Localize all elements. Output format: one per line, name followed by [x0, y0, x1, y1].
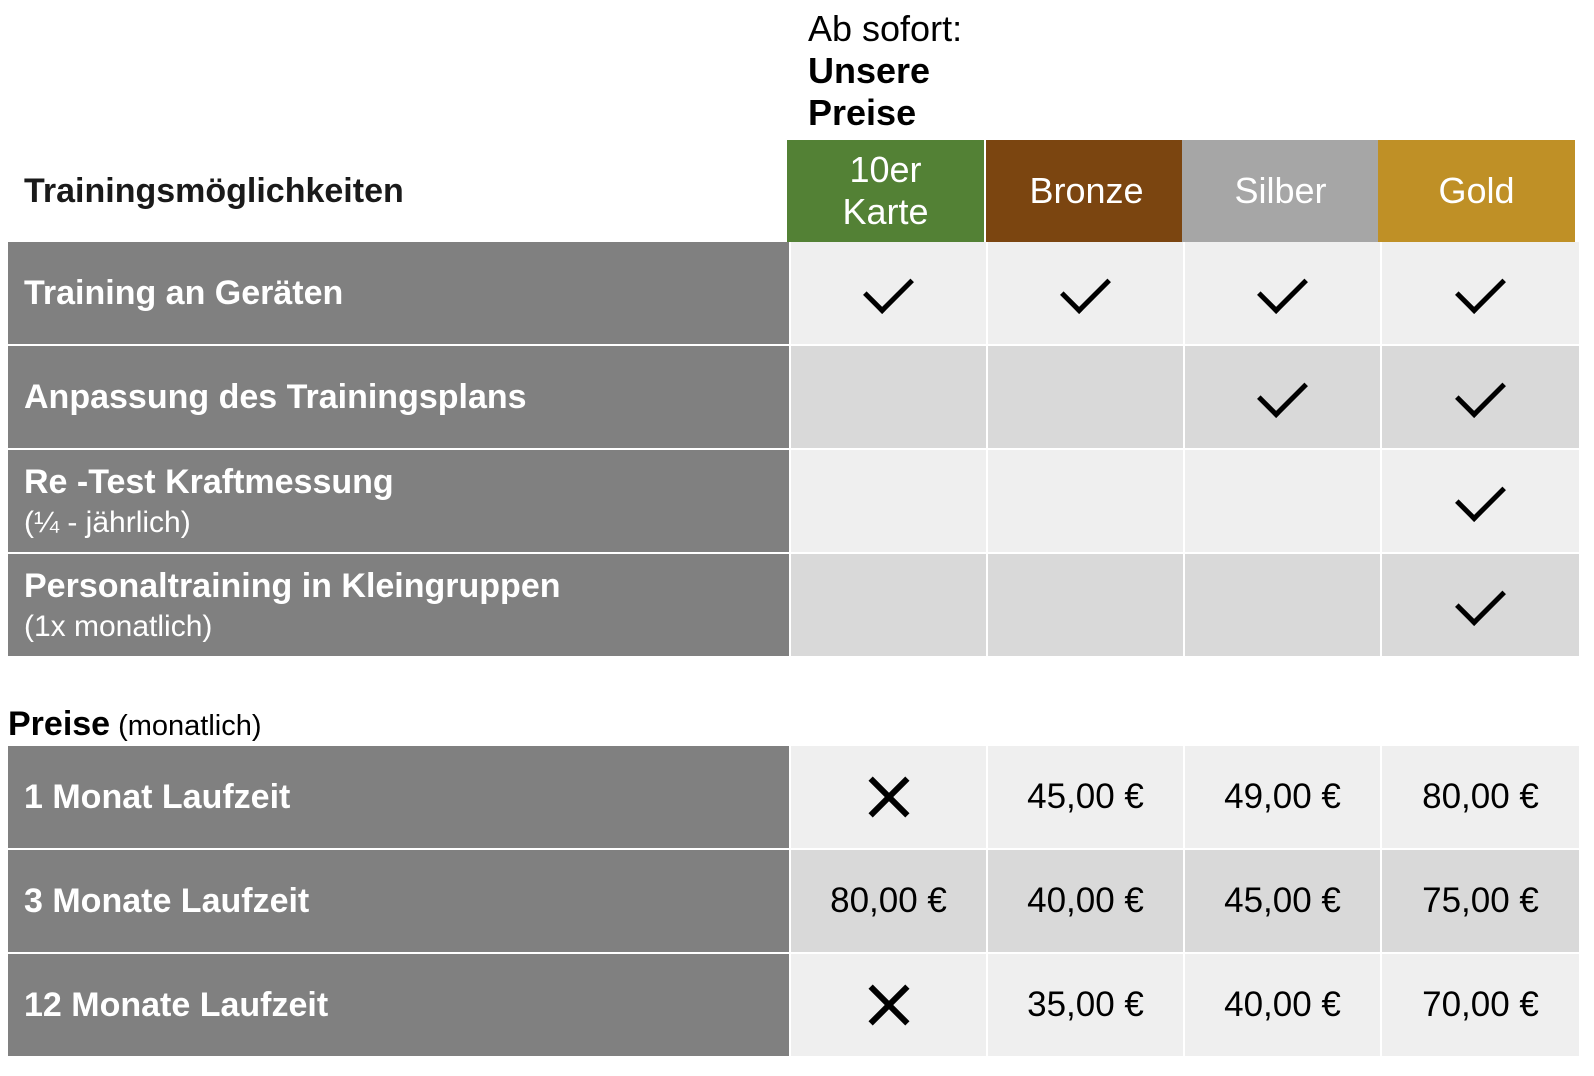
price-cell: 40,00 €	[1185, 954, 1382, 1056]
tier-gold	[1378, 140, 1575, 242]
tier-name: 10er Karte	[842, 149, 929, 232]
cross-icon	[867, 775, 911, 819]
feature-cell	[988, 346, 1185, 448]
feature-cell	[1185, 242, 1382, 344]
feature-row	[8, 346, 1579, 448]
feature-label	[8, 554, 791, 656]
price-cell: 49,00 €	[1185, 746, 1382, 848]
feature-label	[8, 450, 791, 552]
feature-cell	[791, 450, 988, 552]
prices-heading	[8, 705, 262, 744]
price-cell	[791, 954, 988, 1056]
feature-row	[8, 242, 1579, 344]
price-term: 3 Monate Laufzeit	[24, 881, 310, 920]
price-label	[8, 954, 791, 1056]
feature-cell	[988, 242, 1185, 344]
check-icon	[1455, 263, 1506, 314]
feature-cell	[1185, 554, 1382, 656]
check-icon	[1455, 471, 1506, 522]
check-icon	[863, 263, 914, 314]
feature-title: Anpassung des Trainingsplans	[24, 377, 527, 416]
price-row	[8, 954, 1579, 1056]
check-icon	[1455, 367, 1506, 418]
feature-label	[8, 242, 791, 344]
feature-cell	[1382, 554, 1579, 656]
tier-bronze	[986, 140, 1183, 242]
feature-cell	[791, 242, 988, 344]
price-label	[8, 746, 791, 848]
check-icon	[1455, 575, 1506, 626]
feature-cell	[1185, 346, 1382, 448]
prices-subtitle: (monatlich)	[118, 710, 262, 742]
price-term: 12 Monate Laufzeit	[24, 985, 329, 1024]
intro-title: Unsere Preise	[808, 50, 931, 133]
price-cell: 35,00 €	[988, 954, 1185, 1056]
price-cell	[791, 746, 988, 848]
feature-row	[8, 450, 1579, 552]
feature-cell	[1382, 346, 1579, 448]
check-icon	[1257, 263, 1308, 314]
feature-row	[8, 554, 1579, 656]
feature-cell	[1382, 242, 1579, 344]
feature-cell	[988, 554, 1185, 656]
prices-title: Preise	[8, 705, 111, 743]
tier-name: Bronze	[1029, 170, 1144, 211]
features-header: Trainingsmöglichkeiten	[24, 171, 404, 210]
feature-cell	[1382, 450, 1579, 552]
feature-cell	[791, 346, 988, 448]
feature-title: Training an Geräten	[24, 273, 344, 312]
feature-cell	[1185, 450, 1382, 552]
price-cell: 80,00 €	[791, 850, 988, 952]
intro-lead: Ab sofort:	[808, 8, 963, 49]
price-cell: 80,00 €	[1382, 746, 1579, 848]
tier-10er-karte	[787, 140, 984, 242]
price-cell: 45,00 €	[1185, 850, 1382, 952]
cross-icon	[867, 983, 911, 1027]
feature-subtitle: (¼ - jährlich)	[24, 505, 191, 539]
feature-title: Personaltraining in Kleingruppen	[24, 566, 561, 605]
feature-cell	[791, 554, 988, 656]
feature-label	[8, 346, 791, 448]
price-term: 1 Monat Laufzeit	[24, 777, 291, 816]
intro-heading	[808, 8, 968, 134]
check-icon	[1060, 263, 1111, 314]
feature-subtitle: (1x monatlich)	[24, 609, 213, 643]
feature-title: Re -Test Kraftmessung	[24, 462, 394, 501]
price-row	[8, 746, 1579, 848]
check-icon	[1257, 367, 1308, 418]
tier-silber	[1182, 140, 1379, 242]
price-row	[8, 850, 1579, 952]
feature-cell	[988, 450, 1185, 552]
price-cell: 45,00 €	[988, 746, 1185, 848]
price-cell: 75,00 €	[1382, 850, 1579, 952]
price-label	[8, 850, 791, 952]
price-cell: 70,00 €	[1382, 954, 1579, 1056]
price-cell: 40,00 €	[988, 850, 1185, 952]
tier-name: Silber	[1234, 170, 1327, 211]
tier-name: Gold	[1438, 170, 1515, 211]
